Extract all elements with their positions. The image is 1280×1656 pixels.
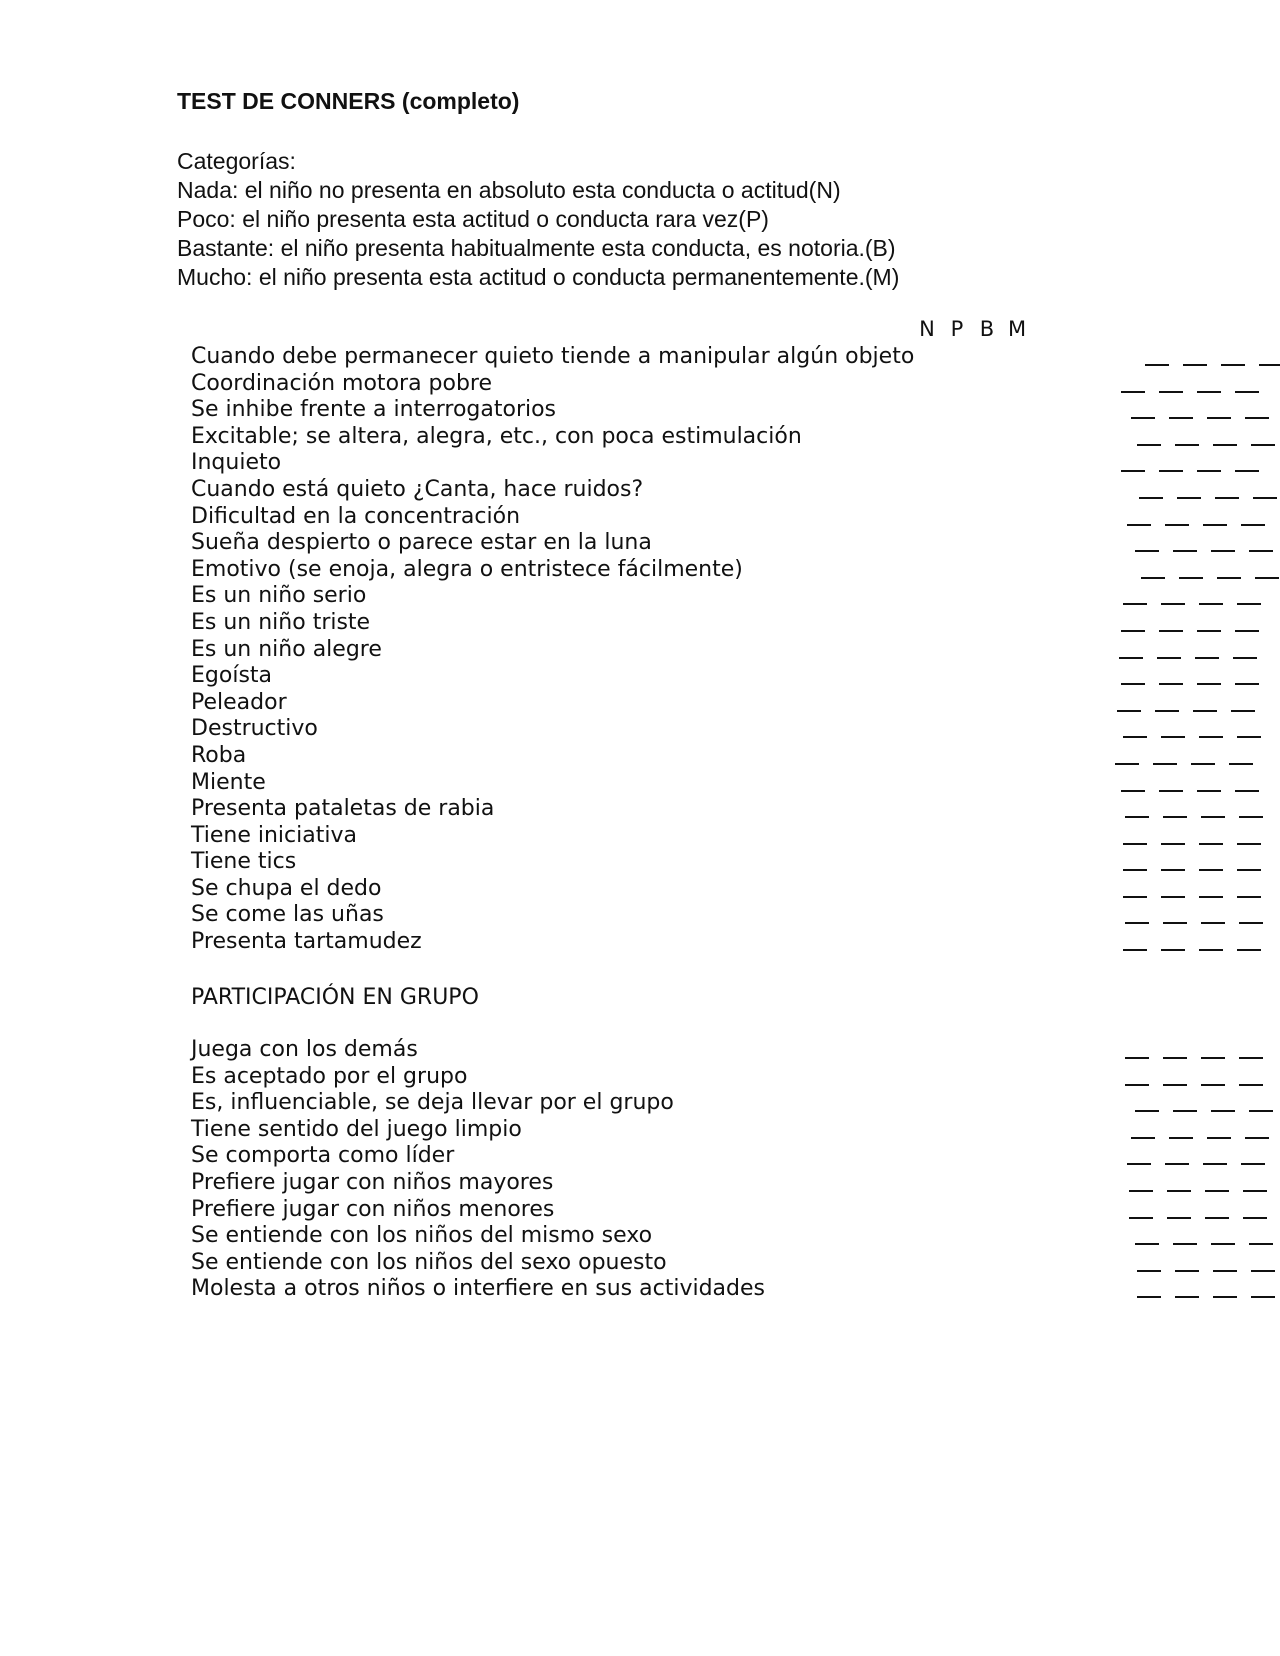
answer-blank-n[interactable]	[1123, 720, 1147, 738]
answer-blank-m[interactable]	[1243, 1174, 1267, 1192]
answer-blank-n[interactable]	[1125, 1041, 1149, 1059]
item-row	[191, 1223, 921, 1250]
answer-blank-p[interactable]	[1159, 614, 1183, 632]
answer-blank-m[interactable]	[1245, 401, 1269, 419]
column-header	[912, 317, 1032, 341]
answer-blank-n[interactable]	[1127, 1147, 1151, 1165]
answer-blank-n[interactable]	[1121, 454, 1145, 472]
item-row	[191, 1117, 921, 1144]
item-row	[191, 477, 921, 504]
item-row	[191, 876, 921, 903]
answer-blank-m[interactable]	[1237, 720, 1261, 738]
answer-blank-b[interactable]	[1213, 1254, 1237, 1272]
answer-blanks	[1139, 481, 1277, 499]
item-row	[191, 823, 921, 850]
answer-blanks	[1125, 800, 1263, 818]
document-title: TEST DE CONNERS (completo)	[177, 88, 520, 114]
item-label: Coordinación motora pobre	[191, 370, 493, 396]
answer-blank-m[interactable]	[1233, 641, 1257, 659]
answer-blanks	[1135, 534, 1273, 552]
answer-blank-p[interactable]	[1161, 853, 1185, 871]
behavior-items-list	[191, 344, 921, 956]
answer-blank-p[interactable]	[1153, 747, 1177, 765]
item-label: Se inhibe frente a interrogatorios	[191, 397, 557, 423]
answer-blank-b[interactable]	[1201, 1041, 1225, 1059]
answer-blank-p[interactable]	[1173, 534, 1197, 552]
item-label: Dificultad en la concentración	[191, 503, 521, 529]
item-row	[191, 1276, 921, 1303]
answer-blank-b[interactable]	[1205, 1201, 1229, 1219]
answer-blank-n[interactable]	[1123, 933, 1147, 951]
group-section-title: PARTICIPACIÓN EN GRUPO	[191, 985, 479, 1010]
answer-blank-p[interactable]	[1167, 1174, 1191, 1192]
item-label: Es un niño serio	[191, 583, 367, 609]
answer-blank-n[interactable]	[1129, 1174, 1153, 1192]
item-label: Excitable; se altera, alegra, etc., con poca estimulación	[191, 423, 802, 449]
answer-blank-b[interactable]	[1199, 880, 1223, 898]
answer-blanks	[1119, 641, 1257, 659]
item-row	[191, 1170, 921, 1197]
answer-blank-m[interactable]	[1237, 933, 1261, 951]
answer-blank-b[interactable]	[1199, 720, 1223, 738]
item-row	[191, 583, 921, 610]
item-row	[191, 504, 921, 531]
answer-blank-p[interactable]	[1163, 1068, 1187, 1086]
answer-blank-n[interactable]	[1125, 1068, 1149, 1086]
answer-blank-n[interactable]	[1127, 508, 1151, 526]
item-label: Se comporta como líder	[191, 1143, 455, 1169]
answer-blanks	[1121, 774, 1259, 792]
item-label: Es aceptado por el grupo	[191, 1063, 468, 1089]
answer-blanks	[1141, 561, 1279, 579]
answer-blank-p[interactable]	[1175, 1254, 1199, 1272]
item-label: Es un niño alegre	[191, 636, 382, 662]
answer-blanks	[1123, 827, 1261, 845]
answer-blank-n[interactable]	[1125, 906, 1149, 924]
answer-blank-b[interactable]	[1197, 667, 1221, 685]
column-b: B	[979, 317, 995, 341]
answer-blank-n[interactable]	[1137, 1280, 1161, 1298]
answer-blank-b[interactable]	[1207, 401, 1231, 419]
categories-heading: Categorías:	[177, 148, 296, 174]
answer-blank-m[interactable]	[1253, 481, 1277, 499]
answer-blank-m[interactable]	[1235, 774, 1259, 792]
item-label: Es, influenciable, se deja llevar por el grupo	[191, 1090, 674, 1116]
answer-blank-n[interactable]	[1121, 614, 1145, 632]
item-row	[191, 770, 921, 797]
answer-blank-b[interactable]	[1199, 933, 1223, 951]
answer-blanks	[1121, 614, 1259, 632]
item-label: Inquieto	[191, 450, 282, 476]
answer-blank-m[interactable]	[1239, 800, 1263, 818]
answer-blank-p[interactable]	[1167, 1201, 1191, 1219]
answer-blank-n[interactable]	[1119, 641, 1143, 659]
answer-blanks	[1127, 508, 1265, 526]
item-label: Se come las uñas	[191, 902, 384, 928]
answer-blanks	[1123, 720, 1261, 738]
answer-blank-m[interactable]	[1251, 428, 1275, 446]
item-label: Destructivo	[191, 716, 318, 742]
item-label: Sueña despierto o parece estar en la luna	[191, 530, 652, 556]
answer-blank-n[interactable]	[1129, 1201, 1153, 1219]
item-label: Es un niño triste	[191, 609, 371, 635]
answer-blank-p[interactable]	[1165, 508, 1189, 526]
group-items-list	[191, 1037, 921, 1303]
item-row	[191, 424, 921, 451]
answer-blank-n[interactable]	[1123, 853, 1147, 871]
answer-blank-b[interactable]	[1197, 375, 1221, 393]
answer-blank-m[interactable]	[1229, 747, 1253, 765]
category-line: Poco: el niño presenta esta actitud o conducta rara vez(P)	[177, 206, 769, 232]
answer-blank-p[interactable]	[1183, 348, 1207, 366]
item-label: Juega con los demás	[191, 1037, 418, 1062]
answer-blanks	[1125, 906, 1263, 924]
item-label: Emotivo (se enoja, alegra o entristece fácilmente)	[191, 556, 743, 582]
answer-blank-b[interactable]	[1211, 534, 1235, 552]
answer-blank-p[interactable]	[1179, 561, 1203, 579]
item-row	[191, 1090, 921, 1117]
answer-blanks	[1121, 454, 1259, 472]
answer-blank-p[interactable]	[1155, 694, 1179, 712]
answer-blank-b[interactable]	[1197, 614, 1221, 632]
answer-blanks	[1123, 880, 1261, 898]
answer-blank-b[interactable]	[1217, 561, 1241, 579]
answer-blank-n[interactable]	[1141, 561, 1165, 579]
item-label: Se entiende con los niños del mismo sexo	[191, 1223, 653, 1249]
answer-blank-n[interactable]	[1115, 747, 1139, 765]
item-label: Egoísta	[191, 663, 273, 689]
answer-blank-b[interactable]	[1195, 641, 1219, 659]
answer-blank-n[interactable]	[1123, 587, 1147, 605]
answer-blank-b[interactable]	[1203, 508, 1227, 526]
item-label: Prefiere jugar con niños mayores	[191, 1169, 554, 1195]
answer-blank-b[interactable]	[1197, 774, 1221, 792]
answer-blank-p[interactable]	[1159, 375, 1183, 393]
answer-blanks	[1129, 1201, 1267, 1219]
item-row	[191, 902, 921, 929]
item-row	[191, 1037, 921, 1064]
answer-blank-m[interactable]	[1241, 1147, 1265, 1165]
item-row	[191, 397, 921, 424]
answer-blank-n[interactable]	[1131, 1121, 1155, 1139]
answer-blanks	[1115, 747, 1253, 765]
answer-blank-p[interactable]	[1173, 1094, 1197, 1112]
answer-blank-m[interactable]	[1249, 534, 1273, 552]
answer-blank-n[interactable]	[1121, 774, 1145, 792]
answer-blank-p[interactable]	[1169, 1121, 1193, 1139]
item-row	[191, 1143, 921, 1170]
answer-blank-n[interactable]	[1135, 1094, 1159, 1112]
answer-blank-p[interactable]	[1169, 401, 1193, 419]
answer-blank-p[interactable]	[1159, 454, 1183, 472]
answer-blank-m[interactable]	[1251, 1254, 1275, 1272]
item-row	[191, 371, 921, 398]
item-label: Miente	[191, 769, 266, 795]
item-row	[191, 743, 921, 770]
answer-blank-m[interactable]	[1243, 1201, 1267, 1219]
answer-blanks	[1135, 1227, 1273, 1245]
answer-blank-p[interactable]	[1163, 1041, 1187, 1059]
answer-blank-m[interactable]	[1235, 614, 1259, 632]
answer-blank-m[interactable]	[1249, 1227, 1273, 1245]
item-label: Presenta tartamudez	[191, 929, 422, 955]
answer-blank-b[interactable]	[1191, 747, 1215, 765]
answer-blank-n[interactable]	[1123, 827, 1147, 845]
answer-blank-p[interactable]	[1175, 1280, 1199, 1298]
answer-blanks	[1125, 1041, 1263, 1059]
answer-blank-m[interactable]	[1251, 1280, 1275, 1298]
item-label: Presenta pataletas de rabia	[191, 796, 495, 822]
answer-blank-b[interactable]	[1213, 428, 1237, 446]
answer-blank-p[interactable]	[1165, 1147, 1189, 1165]
answer-blank-m[interactable]	[1239, 1068, 1263, 1086]
item-row	[191, 796, 921, 823]
item-label: Cuando está quieto ¿Canta, hace ruidos?	[191, 476, 644, 502]
answer-blank-p[interactable]	[1163, 906, 1187, 924]
answer-blanks	[1123, 853, 1261, 871]
answer-blank-b[interactable]	[1193, 694, 1217, 712]
item-label: Peleador	[191, 689, 287, 715]
answer-blank-b[interactable]	[1201, 800, 1225, 818]
answer-blank-n[interactable]	[1137, 1254, 1161, 1272]
column-p: P	[950, 317, 964, 341]
item-label: Roba	[191, 742, 247, 768]
answer-blank-m[interactable]	[1245, 1121, 1269, 1139]
answer-blank-m[interactable]	[1241, 508, 1265, 526]
answer-blanks	[1131, 401, 1269, 419]
category-line: Bastante: el niño presenta habitualmente esta conducta, es notoria.(B)	[177, 235, 896, 261]
categories-legend	[177, 147, 899, 292]
answer-blank-m[interactable]	[1255, 561, 1279, 579]
category-line: Nada: el niño no presenta en absoluto esta conducta o actitud(N)	[177, 177, 841, 203]
item-label: Tiene tics	[191, 849, 297, 875]
answer-blank-m[interactable]	[1249, 1094, 1273, 1112]
answer-blanks	[1121, 375, 1259, 393]
answer-blank-m[interactable]	[1259, 348, 1280, 366]
category-line: Mucho: el niño presenta esta actitud o conducta permanentemente.(M)	[177, 264, 900, 290]
answer-blanks	[1131, 1121, 1269, 1139]
answer-blank-n[interactable]	[1121, 375, 1145, 393]
item-label: Se chupa el dedo	[191, 875, 382, 901]
answer-blank-b[interactable]	[1213, 1280, 1237, 1298]
answer-blank-n[interactable]	[1139, 481, 1163, 499]
answer-blank-b[interactable]	[1201, 1068, 1225, 1086]
answer-blank-n[interactable]	[1123, 880, 1147, 898]
answer-blank-b[interactable]	[1211, 1227, 1235, 1245]
answer-blank-n[interactable]	[1135, 534, 1159, 552]
answer-blank-m[interactable]	[1235, 454, 1259, 472]
answer-blank-p[interactable]	[1173, 1227, 1197, 1245]
answer-blanks	[1129, 1174, 1267, 1192]
item-label: Prefiere jugar con niños menores	[191, 1196, 555, 1222]
answer-blank-b[interactable]	[1199, 587, 1223, 605]
answer-blank-n[interactable]	[1135, 1227, 1159, 1245]
answer-blank-n[interactable]	[1131, 401, 1155, 419]
answer-blanks	[1135, 1094, 1273, 1112]
answer-blanks	[1121, 667, 1259, 685]
answer-blank-n[interactable]	[1125, 800, 1149, 818]
item-label: Cuando debe permanecer quieto tiende a manipular algún objeto	[191, 344, 915, 369]
item-row	[191, 530, 921, 557]
answer-blank-b[interactable]	[1215, 481, 1239, 499]
answer-blank-m[interactable]	[1237, 587, 1261, 605]
item-row	[191, 450, 921, 477]
item-row	[191, 344, 921, 371]
answer-blank-n[interactable]	[1117, 694, 1141, 712]
answer-blanks	[1137, 428, 1275, 446]
item-row	[191, 637, 921, 664]
answer-blank-p[interactable]	[1175, 428, 1199, 446]
answer-blank-p[interactable]	[1163, 800, 1187, 818]
item-label: Tiene iniciativa	[191, 822, 357, 848]
answer-blank-m[interactable]	[1239, 906, 1263, 924]
answer-blank-m[interactable]	[1239, 1041, 1263, 1059]
answer-blank-b[interactable]	[1205, 1174, 1229, 1192]
answer-blanks	[1145, 348, 1280, 366]
answer-blank-p[interactable]	[1161, 880, 1185, 898]
answer-blanks	[1137, 1280, 1275, 1298]
answer-blank-n[interactable]	[1145, 348, 1169, 366]
answer-blanks	[1117, 694, 1255, 712]
answer-blank-p[interactable]	[1161, 827, 1185, 845]
answer-blank-m[interactable]	[1237, 880, 1261, 898]
answer-blank-p[interactable]	[1161, 587, 1185, 605]
answer-blank-p[interactable]	[1159, 774, 1183, 792]
answer-blank-b[interactable]	[1199, 827, 1223, 845]
answer-blank-b[interactable]	[1207, 1121, 1231, 1139]
column-m: M	[1007, 317, 1027, 341]
answer-blank-p[interactable]	[1159, 667, 1183, 685]
item-label: Se entiende con los niños del sexo opuesto	[191, 1249, 667, 1275]
answer-blank-b[interactable]	[1203, 1147, 1227, 1165]
answer-blank-m[interactable]	[1231, 694, 1255, 712]
item-row	[191, 1250, 921, 1277]
answer-blank-b[interactable]	[1197, 454, 1221, 472]
answer-blanks	[1127, 1147, 1265, 1165]
answer-blank-m[interactable]	[1237, 827, 1261, 845]
answer-blanks	[1123, 933, 1261, 951]
item-row	[191, 1064, 921, 1091]
answer-blank-b[interactable]	[1201, 906, 1225, 924]
answer-blank-p[interactable]	[1161, 933, 1185, 951]
answer-blank-m[interactable]	[1235, 667, 1259, 685]
answer-blank-b[interactable]	[1211, 1094, 1235, 1112]
answer-blank-p[interactable]	[1157, 641, 1181, 659]
answer-blank-m[interactable]	[1237, 853, 1261, 871]
item-row	[191, 1197, 921, 1224]
answer-blank-b[interactable]	[1199, 853, 1223, 871]
item-label: Molesta a otros niños o interfiere en sus actividades	[191, 1276, 765, 1302]
item-row	[191, 690, 921, 717]
answer-blank-n[interactable]	[1121, 667, 1145, 685]
item-row	[191, 716, 921, 743]
answer-blank-p[interactable]	[1177, 481, 1201, 499]
answer-blank-n[interactable]	[1137, 428, 1161, 446]
answer-blanks	[1137, 1254, 1275, 1272]
answer-blanks	[1123, 587, 1261, 605]
answer-blank-b[interactable]	[1221, 348, 1245, 366]
item-row	[191, 849, 921, 876]
item-label: Tiene sentido del juego limpio	[191, 1116, 522, 1142]
item-row	[191, 557, 921, 584]
item-row	[191, 610, 921, 637]
answer-blank-p[interactable]	[1161, 720, 1185, 738]
item-row	[191, 663, 921, 690]
column-n: N	[919, 317, 935, 341]
answer-blank-m[interactable]	[1235, 375, 1259, 393]
answer-blanks	[1125, 1068, 1263, 1086]
item-row	[191, 929, 921, 956]
